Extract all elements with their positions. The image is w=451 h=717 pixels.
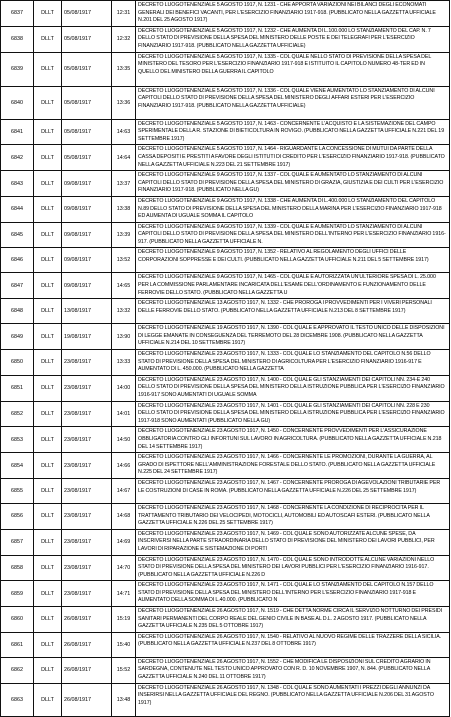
record-text-content: DECRETO LUOGOTENENZIALE 23 AGOSTO 1917, N. 1333 - COL QUALE LO STANZIAMENTO DEL CAPITOLO N.56 DELLO STATO DI PREVISIONE DELLA SPESA DEL MINISTERO DI AGRICOLTURA PER L'ESERCIZIO FINANZIARIO 1916-917 E AUMENTATO DI L. 450.000. (PUBBLICATO NELLA GAZZETTA (138, 351, 431, 373)
record-series: DLLT (34, 401, 62, 427)
record-code: 14:66 (112, 453, 136, 479)
record-text-content: DECRETO LUOGOTENENZIALE 26 AGOSTO 1917, N. 1519 - CHE DETTA NORME CIRCA IL SERVIZIO NOTTURNO DEI PRESIDI SANITARI PERMANENTI DEL CORPO REALE DEL GENIO CIVILE IN BASE AL D.L. 2 AGOSTO 1917. (PUBBLICATO NELLA GAZZETTA UFFICIALE N.235 DEL 5 OTTOBRE 1917) (138, 608, 443, 630)
record-text (136, 196, 450, 222)
record-text (136, 1, 450, 27)
table-row (1, 350, 450, 376)
record-date: 26/08/1917 (62, 607, 112, 633)
record-text (136, 401, 450, 427)
record-number: 6848 (1, 299, 34, 324)
table-row (1, 581, 450, 607)
record-series: DLLT (34, 52, 62, 86)
record-text (136, 427, 450, 453)
record-date: 05/08/1917 (62, 26, 112, 52)
table-row (1, 248, 450, 273)
record-series: DLLT (34, 375, 62, 401)
record-text (136, 273, 450, 299)
record-code: 14:71 (112, 581, 136, 607)
record-code: 14:67 (112, 478, 136, 503)
record-number: 6841 (1, 119, 34, 145)
record-series: DLLT (34, 171, 62, 197)
record-number: 6860 (1, 607, 34, 633)
record-text (136, 607, 450, 633)
record-code: 13:90 (112, 324, 136, 350)
record-text (136, 145, 450, 171)
record-number: 6849 (1, 324, 34, 350)
record-text-content: DECRETO LUOGOTENENZIALE 19 AGOSTO 1917, N. 1390 - COL QUALE E APPROVATO IL TESTO UNICO DELLE DISPOSIZIONI DI LEGGE EMANATE IN CONSEGUENZA DEL TERREMOTO DEL 28 DICEMBRE 1908. (PUBBLICATO NELLA GAZZETTA UFFICIALE N.214 DEL 10 SETTEMBRE 1917) (138, 325, 445, 347)
record-text-content: DECRETO LUOGOTENENZIALE 23 AGOSTO 1917, N. 1400 - COL QUALE GLI STANZIAMENTI DEI CAPITOLI NN. 234-E 240 DELLO STATO DI PREVISIONE DELLA SPESA DEL MINISTERO DELLA ISTRUZIONE PUBBLICA PER L'ESERCIZIO FINANZIARIO 1916-917 SONO AUMENTATI DI UGUALE SOMMA (138, 376, 445, 398)
record-series: DLLT (34, 503, 62, 529)
record-text (136, 324, 450, 350)
record-date: 23/08/1917 (62, 478, 112, 503)
table-row (1, 503, 450, 529)
record-date: 26/08/1917 (62, 657, 112, 683)
record-text (136, 555, 450, 581)
record-date: 05/08/1917 (62, 119, 112, 145)
table-row (1, 478, 450, 503)
record-series: DLLT (34, 683, 62, 716)
record-text-content: DECRETO LUOGOTENENZIALE 5 AGOSTO 1917, N. 1464 - RIGUARDANTE LA CONCESSIONE DI MUTUI DA PARTE DELLA CASSA DEPOSITI E PRESTITI A FAVORE DEGLI ISTITUTI DI CREDITO PER L'ESERCIZIO FINANZIARIO 1917-918. (PUBBLICATO NELLA GAZZETTA UFFICIALE N.223 DEL 21 SETTEMBRE 1917) (138, 146, 445, 168)
table-row (1, 26, 450, 52)
record-text-content: DECRETO LUOGOTENENZIALE 23 AGOSTO 1917, N. 1401 - COL QUALE GLI STANZIAMENTI DEI CAPITOLI NN. 228 E 230 DELLO STATO DI PREVISIONE DELLA SPESA DEL MINISTERO DELLA ISTRUZIONE PUBBLICA PER L'ESERCIZIO FINANZIARIO 1917-918 SONO AUMENTATI (PUBBLICATO NELLA GU) (138, 402, 445, 424)
record-code: 14:64 (112, 145, 136, 171)
record-text (136, 171, 450, 197)
table-row (1, 529, 450, 555)
record-text-content: DECRETO LUOGOTENENZIALE 5 AGOSTO 1917, N. 1232 - CHE AUMENTA DI L.100.000 LO STANZIAMENTO DEL CAP. N. 7 DELLO STATO DI PREVISIONE DELLA SPESA DEL MINISTERO DELLE POSTE E DEI TELEGRAFI PER L'ESERCIZIO FINANZIARIO 1917-918. (PUBBLICATO NELLA GAZZETTA UFFICIALE) (138, 27, 431, 49)
record-date: 23/08/1917 (62, 375, 112, 401)
record-text (136, 119, 450, 145)
record-text-content: DECRETO LUOGOTENENZIALE 9 AGOSTO 1917, N. 1339 - COL QUALE E AUMENTATO LO STANZIAMENTO DI ALCUNI CAPITOLI DELLO STATO DI PREVISIONE DELLA SPESA DEL MINISTERO DELL'INTERNO PER L'ESERCIZIO FINANZIARIO 1916-917. (PUBBLICATO NELLA GAZZETTA UFFICIALE N. (138, 223, 446, 245)
record-series: DLLT (34, 26, 62, 52)
record-text (136, 529, 450, 555)
record-number: 6843 (1, 171, 34, 197)
record-series: DLLT (34, 453, 62, 479)
record-text-content: DECRETO LUOGOTENENZIALE 23 AGOSTO 1917, N. 1450 - CONCERNENTE PROVVEDIMENTI PER L'ASSICURAZIONE OBBLIGATORIA CONTRO GLI INFORTUNI SUL LAVORO IN AGRICOLTURA. (PUBBLICATO NELLA GAZZETTA UFFICIALE N.218 DEL 14 SETTEMBRE 1917) (138, 428, 442, 450)
record-number: 6855 (1, 478, 34, 503)
record-series: DLLT (34, 632, 62, 657)
record-series: DLLT (34, 119, 62, 145)
table-row (1, 657, 450, 683)
table-row (1, 145, 450, 171)
record-date: 23/08/1917 (62, 503, 112, 529)
record-code: 14:68 (112, 503, 136, 529)
record-code: 13:35 (112, 52, 136, 86)
record-series: DLLT (34, 581, 62, 607)
table-row (1, 607, 450, 633)
record-code: 14:01 (112, 401, 136, 427)
record-number: 6847 (1, 273, 34, 299)
record-date: 05/08/1917 (62, 52, 112, 86)
table-row (1, 453, 450, 479)
record-number: 6851 (1, 375, 34, 401)
record-date: 19/08/1917 (62, 324, 112, 350)
record-number: 6854 (1, 453, 34, 479)
record-text-content: DECRETO LUOGOTENENZIALE 23 AGOSTO 1917, N. 1470 - COL QUALE SONO INTRODOTTE ALCUNE VARIAZIONI NELLO STATO DI PREVISIONE DELLA SPESA DEL MINISTERO DEI LAVORI PUBBLICI PER L'ESERCIZIO FINANZIARIO 1916-917. (PUBBLICATO NELLA GAZZETTA UFFICIALE N.226 D (138, 556, 435, 578)
record-code: 12:31 (112, 1, 136, 27)
table-row (1, 273, 450, 299)
table-row (1, 299, 450, 324)
record-code: 13:39 (112, 222, 136, 248)
record-date: 09/08/1917 (62, 171, 112, 197)
record-text (136, 248, 450, 273)
record-code: 14:00 (112, 375, 136, 401)
record-date: 23/08/1917 (62, 401, 112, 427)
record-series: DLLT (34, 86, 62, 119)
record-number: 6846 (1, 248, 34, 273)
record-series: DLLT (34, 145, 62, 171)
record-code: 12:32 (112, 26, 136, 52)
record-number: 6857 (1, 529, 34, 555)
record-code: 13:38 (112, 196, 136, 222)
record-text-content: DECRETO LUOGOTENENZIALE 26 AGOSTO 1917, N. 1348 - COL QUALE SONO AUMENTATI I PREZZI DEGLI ANNUNZI DA INSERIRSI NELLA GAZZETTA UFFICIALE DEL REGNO. (PUBBLICATO NELLA GAZZETTA UFFICIALE N.206 DEL 31 AGOSTO 1917) (138, 684, 434, 706)
record-date: 09/08/1917 (62, 248, 112, 273)
record-text (136, 683, 450, 716)
record-code: 13:48 (112, 683, 136, 716)
record-text (136, 453, 450, 479)
record-series: DLLT (34, 273, 62, 299)
register-body (1, 1, 450, 717)
record-date: 23/08/1917 (62, 581, 112, 607)
record-text (136, 26, 450, 52)
record-number: 6844 (1, 196, 34, 222)
record-code: 14:50 (112, 427, 136, 453)
record-text (136, 299, 450, 324)
record-series: DLLT (34, 529, 62, 555)
record-date: 26/08/1917 (62, 632, 112, 657)
record-series: DLLT (34, 248, 62, 273)
table-row (1, 683, 450, 716)
record-code: 14:63 (112, 119, 136, 145)
record-text-content: DECRETO LUOGOTENENZIALE 23 AGOSTO 1917, N. 1466 - CONCERNENTE LE PROMOZIONI, DURANTE LA GUERRA, AL GRADO DI ISPETTORE NELL'AMMINISTRAZIONE FORESTALE DELLO STATO. (PUBBLICATO NELLA GAZZETTA UFFICIALE N.225 DEL 24 SETTEMBRE 1917) (138, 454, 436, 476)
record-text-content: DECRETO LUOGOTENENZIALE 5 AGOSTO 1917, N. 1231 - CHE APPORTA VARIAZIONI NEI BILANCI DEGLI ECONOMATI GENERALI DEI BENEFICI VACANTI, PER L'ESERCIZIO FINANZIARIO 1917-918. (PUBBLICATO NELLA GAZZETTA UFFICIALE N.201 DEL 25 AGOSTO 1917) (138, 2, 436, 24)
record-date: 26/08/1917 (62, 683, 112, 716)
table-row (1, 196, 450, 222)
record-text (136, 86, 450, 119)
record-code: 14:69 (112, 529, 136, 555)
record-code: 14:65 (112, 273, 136, 299)
record-series: DLLT (34, 299, 62, 324)
record-code: 13:33 (112, 350, 136, 376)
record-text (136, 350, 450, 376)
table-row (1, 119, 450, 145)
record-code: 15:40 (112, 632, 136, 657)
table-row (1, 324, 450, 350)
table-row (1, 555, 450, 581)
record-series: DLLT (34, 1, 62, 27)
record-code: 14:70 (112, 555, 136, 581)
record-text (136, 503, 450, 529)
table-row (1, 52, 450, 86)
record-date: 23/08/1917 (62, 555, 112, 581)
record-series: DLLT (34, 478, 62, 503)
record-text-content: DECRETO LUOGOTENENZIALE 9 AGOSTO 1917, N. 1337 - COL QUALE E AUMENTATO LO STANZIAMENTO DI ALCUNI CAPITOLI DELLO STATO DI PREVISIONE DELLA SPESA DEL MINISTERO DI GRAZIA, GIUSTIZIA E DEI CULTI PER L'ESERCIZIO FINANZIARIO 1917-918. (PUBBLICATO NELLA GU) (138, 172, 444, 194)
record-text-content: DECRETO LUOGOTENENZIALE 9 AGOSTO 1917, N. 1338 - CHE AUMENTA DI L.400.000 LO STANZIAMENTO DEL CAPITOLO N.89 DELLO STATO DI PREVISIONE DELLA SPESA DEL MINISTERO DELLA MARINA PER L'ESERCIZIO FINANZIARIO 1917-918 ED AUMENTA DI UGUALE SOMMA IL CAPITOLO (138, 197, 442, 220)
record-date: 23/08/1917 (62, 427, 112, 453)
record-text-content: DECRETO LUOGOTENENZIALE 9 AGOSTO 1917, N. 1352 - RELATIVO AL REGOLAMENTO DEGLI UFFICI DELLE CORPORAZIONI SOPPRESSE E DEI CULTI. (PUBBLICATO NELLA GAZZETTA UFFICIALE N.211 DEL 5 SETTEMBRE 1917) (138, 249, 429, 264)
record-text-content: DECRETO LUOGOTENENZIALE 26 AGOSTO 1917, N. 1552 - CHE MODIFICA LE DISPOSIZIONI SUL CREDITO AGRARIO IN SARDEGNA, CONTENUTE NEL TESTO UNICO APPROVATO CON R. D. 10 NOVEMBRE 1907, N. 844. (PUBBLICATO NELLA GAZZETTA UFFICIALE N.240 DEL 11 OTTOBRE 1917) (138, 658, 431, 681)
record-series: DLLT (34, 324, 62, 350)
record-series: DLLT (34, 350, 62, 376)
record-series: DLLT (34, 196, 62, 222)
record-number: 6853 (1, 427, 34, 453)
record-number: 6861 (1, 632, 34, 657)
record-series: DLLT (34, 555, 62, 581)
record-number: 6863 (1, 683, 34, 716)
record-code: 13:32 (112, 299, 136, 324)
record-number: 6852 (1, 401, 34, 427)
record-series: DLLT (34, 657, 62, 683)
record-text (136, 581, 450, 607)
record-text (136, 478, 450, 503)
record-number: 6842 (1, 145, 34, 171)
table-row (1, 375, 450, 401)
record-text-content: DECRETO LUOGOTENENZIALE 5 AGOSTO 1917, N. 1463 - CONCERNENTE L'ACQUISTO E LA SISTEMAZIONE DEL CAMPO SPERIMENTALE DELLA R. STAZIONE DI BIETICOLTURA IN ROVIGO. (PUBBLICATO NELLA GAZZETTA UFFICIALE N.221 DEL 19 SETTEMBRE 1917) (138, 120, 445, 142)
record-date: 05/08/1917 (62, 86, 112, 119)
table-row (1, 222, 450, 248)
record-text (136, 222, 450, 248)
record-date: 09/08/1917 (62, 222, 112, 248)
record-text-content: DECRETO LUOGOTENENZIALE 23 AGOSTO 1917, N. 1469 - COL QUALE SONO AUTORIZZATE ALCUNE SPESE, DA INSCRIVERSI NELLA PARTE STRAORDINARIA DELLO STATO DI PREVISIONE DEL MINISTERO DEI LAVORI PUBBLICI, PER LAVORI DI RIPARAZIONE E SISTEMAZIONE DI PORTI (138, 530, 435, 552)
table-row (1, 86, 450, 119)
table-row (1, 1, 450, 27)
record-number: 6838 (1, 26, 34, 52)
table-row (1, 171, 450, 197)
record-text (136, 657, 450, 683)
record-series: DLLT (34, 222, 62, 248)
record-series: DLLT (34, 607, 62, 633)
record-text-content: DECRETO LUOGOTENENZIALE 23 AGOSTO 1917, N. 1467 - CONCERNENTE PROROGA DI AGEVOLAZIONI TRIBUTARIE PER LE COSTRUZIONI DI CASE IN ROMA. (PUBBLICATO NELLA GAZZETTA UFFICIALE N.226 DEL 25 SETTEMBRE 1917) (138, 479, 441, 494)
record-text (136, 375, 450, 401)
record-number: 6862 (1, 657, 34, 683)
record-date: 05/08/1917 (62, 1, 112, 27)
record-code: 13:52 (112, 248, 136, 273)
record-number: 6859 (1, 581, 34, 607)
record-date: 23/08/1917 (62, 453, 112, 479)
table-row (1, 401, 450, 427)
record-text-content: DECRETO LUOGOTENENZIALE 5 AGOSTO 1917, N. 1336 - COL QUALE VIENE AUMENTATO LO STANZIAMENTO DI ALCUNI CAPITOLI DELLO STATO DI PREVISIONE DELLA SPESA DEL MINISTERO DEGLI AFFARI ESTERI PER L'ESERCIZIO FINANZIARIO 1917-918. (PUBBLICATO NELLA GAZZETTA UFFICIALE) (138, 87, 435, 109)
record-date: 09/08/1917 (62, 273, 112, 299)
record-text-content: DECRETO LUOGOTENENZIALE 26 AGOSTO 1917, N. 1540 - RELATIVO AL NUOVO REGIME DELLE TRAZZERE DELLA SICILIA. (PUBBLICATO NELLA GAZZETTA UFFICIALE N.237 DEL 8 OTTOBRE 1917) (138, 633, 442, 648)
record-date: 23/08/1917 (62, 350, 112, 376)
record-date: 23/08/1917 (62, 529, 112, 555)
record-date: 05/08/1917 (62, 145, 112, 171)
table-row (1, 427, 450, 453)
record-text (136, 52, 450, 86)
record-number: 6856 (1, 503, 34, 529)
record-code: 15:52 (112, 657, 136, 683)
record-date: 13/08/1917 (62, 299, 112, 324)
record-number: 6839 (1, 52, 34, 86)
record-text-content: DECRETO LUOGOTENENZIALE 23 AGOSTO 1917, N. 1471 - COL QUALE LO STANZIAMENTO DEL CAPITOLO N.157 DELLO STATO DI PREVISIONE DELLA SPESA DEL MINISTERO DELL'INTERNO PER L'ESERCIZIO FINANZIARIO 1917-918 E AUMENTATO DELLA SOMMA DI L.40.000. (PUBBLICATO N (138, 582, 434, 604)
record-series: DLLT (34, 427, 62, 453)
record-code: 13:36 (112, 86, 136, 119)
record-code: 15:19 (112, 607, 136, 633)
record-number: 6845 (1, 222, 34, 248)
record-date: 09/08/1917 (62, 196, 112, 222)
record-text-content: DECRETO LUOGOTENENZIALE 5 AGOSTO 1917, N. 1335 - COL QUALE NELLO STATO DI PREVISIONE DELLA SPESA DEL MINISTERO DEL TESORO PER L'ESERCIZIO FINANZIARIO 1917-918 E ISTITUITO IL CAPITOLO NUMERO 48-TER ED IN QUELLO DEL MINISTERO DELLA GUERRA IL CAPITOLO (138, 53, 432, 75)
record-text-content: DECRETO LUOGOTENENZIALE 9 AGOSTO 1917, N. 1465 - COL QUALE E AUTORIZZATA UN'ULTERIORE SPESA DI L. 25.000 PER LA COMMISSIONE PARLAMENTARE INCARICATA DELL'ESAME DELL'ORDINAMENTO E FUNZIONAMENTO DELLE FERROVIE DELLO STATO. (PUBBLICATO NELLA GAZZETTA U (138, 274, 436, 296)
record-number: 6850 (1, 350, 34, 376)
record-number: 6837 (1, 1, 34, 27)
record-text-content: DECRETO LUOGOTENENZIALE 13 AGOSTO 1917, N. 1332 - CHE PROROGA I PROVVEDIMENTI PER I VIVERI PERSONALI DELLE FERROVIE DELLO STATO. (PUBBLICATO NELLA GAZZETTA UFFICIALE N.213 DEL 8 SETTEMBRE 1917) (138, 300, 432, 314)
record-number: 6858 (1, 555, 34, 581)
record-text-content: DECRETO LUOGOTENENZIALE 23 AGOSTO 1917, N. 1468 - CONCERNENTE LA CONDIZIONE DI RECIPROCITA PER IL TRATTAMENTO TRIBUTARIO DEI VELOCIPEDI, MOTOCICLI, AUTOMOBILI ED AUTOSCAFI ESTERI. (PUBBLICATO NELLA GAZZETTA UFFICIALE N.226 DEL 25 SETTEMBRE 1917) (138, 504, 430, 527)
record-code: 13:37 (112, 171, 136, 197)
record-number: 6840 (1, 86, 34, 119)
